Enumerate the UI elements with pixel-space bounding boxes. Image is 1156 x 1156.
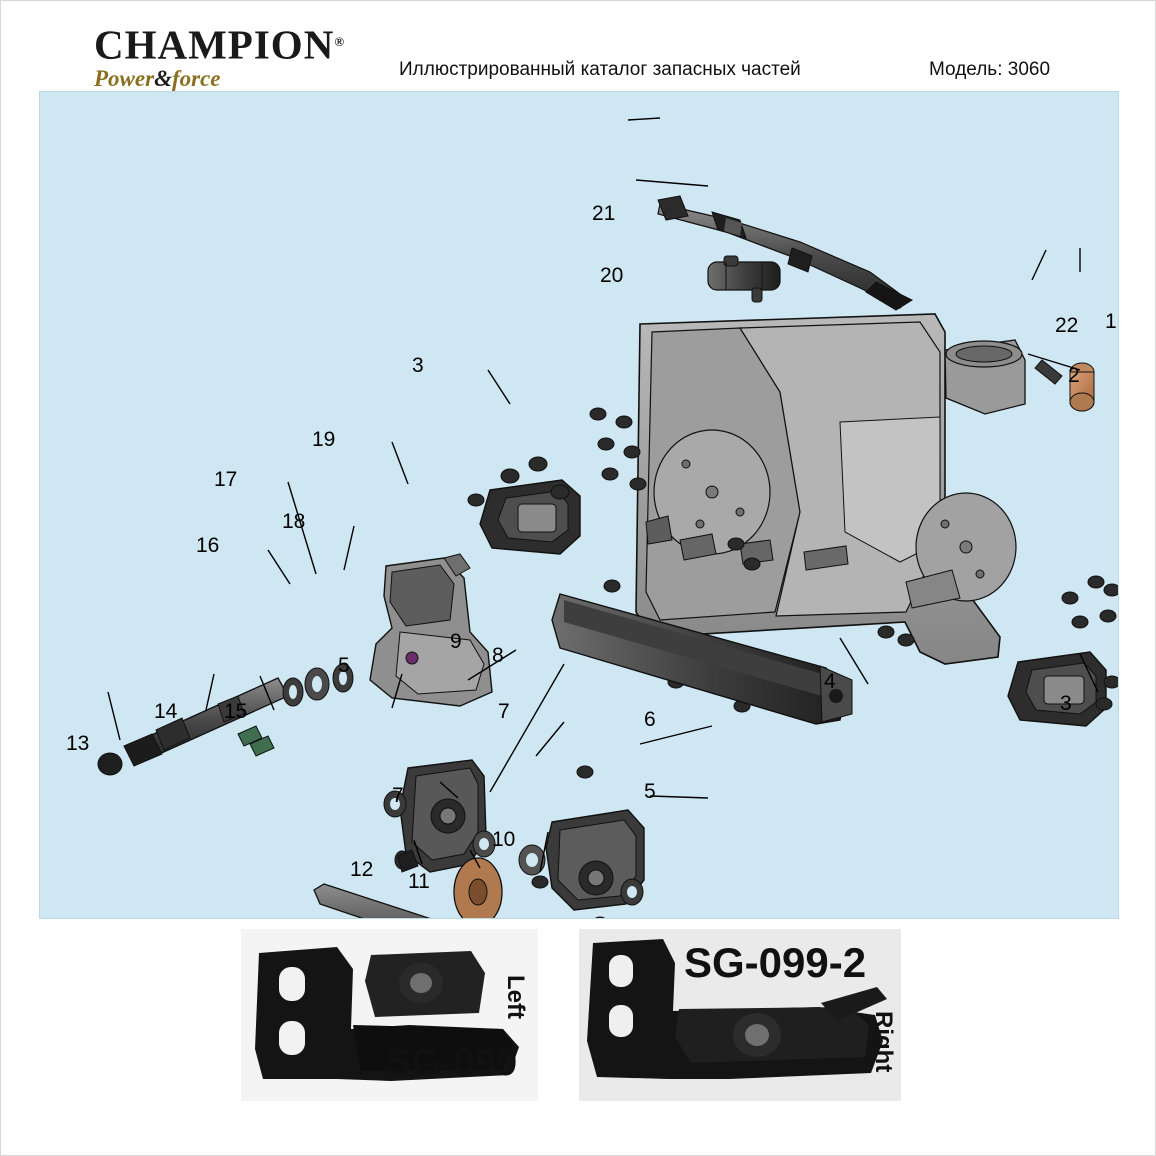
callout-2: 2 — [1068, 364, 1080, 387]
callout-6: 6 — [644, 708, 656, 731]
part-8-friction-disc — [454, 858, 502, 919]
callout-16: 16 — [196, 534, 220, 557]
logo-tagline — [94, 66, 344, 92]
callout-7-right: 7 — [498, 700, 510, 723]
part-21-shaft — [658, 196, 912, 310]
part-5-washer-right — [621, 879, 643, 905]
callout-15: 15 — [224, 700, 248, 723]
callout-22: 22 — [1055, 314, 1079, 337]
exploded-parts-diagram — [39, 91, 1119, 919]
callout-19: 19 — [312, 428, 336, 451]
callout-10: 10 — [492, 828, 516, 851]
photo-sg-099-2 — [579, 929, 901, 1101]
callout-12: 12 — [350, 858, 374, 881]
part-17-bearing — [305, 668, 329, 700]
model-label: Модель: 3060 — [929, 59, 1051, 80]
part-20-coupler — [708, 256, 780, 302]
leader-lines — [108, 118, 1098, 872]
page-title: Иллюстрированный каталог запасных частей — [399, 59, 801, 80]
part-16-washer — [283, 678, 303, 706]
callout-18: 18 — [282, 510, 306, 533]
callout-13: 13 — [66, 732, 90, 755]
photo-left-side-label: Left — [502, 975, 529, 1019]
callout-7-left: 7 — [392, 784, 404, 807]
callout-3-right: 3 — [1060, 692, 1072, 715]
callout-14: 14 — [154, 700, 178, 723]
callout-5-right: 5 — [644, 780, 656, 803]
champion-logo — [94, 21, 346, 92]
logo-tagline-power: Power — [94, 66, 155, 92]
diagram-artwork — [40, 92, 1119, 919]
callout-11: 11 — [408, 870, 430, 893]
part-7-bushing-b — [519, 845, 545, 875]
logo-tagline-amp: & — [154, 66, 172, 92]
callout-9: 9 — [450, 630, 462, 653]
callout-8: 8 — [492, 644, 504, 667]
logo-wordmark-text: CHAMPION — [94, 21, 335, 68]
part-3-skid-shoe-right — [1008, 652, 1106, 726]
photo-right-side-label: Right — [870, 1011, 897, 1073]
callout-1: 1 — [1105, 310, 1117, 333]
callout-20: 20 — [600, 264, 624, 287]
page-header — [1, 1, 1156, 92]
part-13-cap — [98, 753, 122, 775]
part-15-shear-pins — [238, 726, 274, 756]
part-19-bracket — [370, 554, 492, 706]
logo-tagline-force: force — [171, 66, 221, 92]
callout-5-left: 5 — [338, 654, 350, 677]
part-2-auger-housing — [636, 314, 1025, 664]
callout-21: 21 — [592, 202, 616, 225]
callout-17: 17 — [214, 468, 238, 491]
registered-trademark-icon: ® — [334, 34, 346, 49]
photo-right-part-label: SG-099-2 — [684, 939, 867, 986]
photo-sg-099 — [241, 929, 538, 1101]
callout-4: 4 — [824, 670, 836, 693]
callout-3-left: 3 — [412, 354, 424, 377]
logo-wordmark — [94, 21, 346, 68]
photo-left-part-label: SG-099 — [386, 1042, 517, 1084]
